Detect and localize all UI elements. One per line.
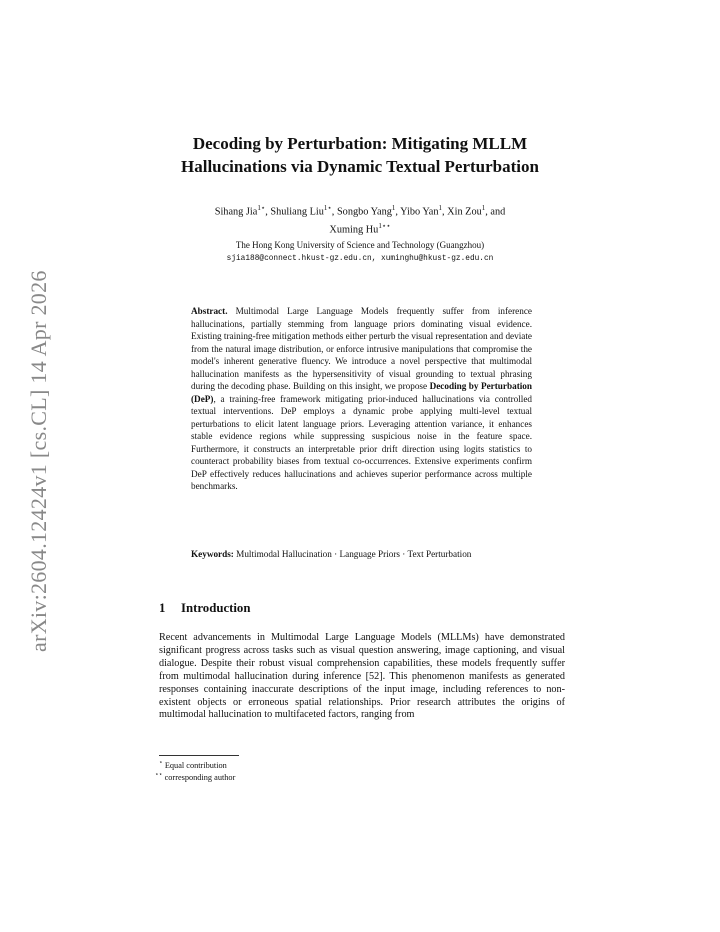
author-mark: 1⋆⋆ xyxy=(378,222,391,231)
abstract-label: Abstract. xyxy=(191,306,228,316)
author-name: Sihang Jia xyxy=(214,206,258,218)
affiliation: The Hong Kong University of Science and Technology (Guangzhou) xyxy=(235,240,485,250)
title-line-2: Hallucinations via Dynamic Textual Perturbation xyxy=(181,157,539,176)
abstract-text-1: Multimodal Large Language Models frequently suffer from inference hallucinations, partially stemming from language priors dominating visual evidence. Existing training-free mitigation methods either perturb the visual representation and deviate from the natural image distribution, or enforce intrusive manipulations that compromise the model's inherent generative fluency. We introduce a novel perspective that multimodal hallucination manifests as the hypersensitivity of visual grounding to textual phrasing during the decoding phase. Building on this insight, we propose xyxy=(191,306,533,391)
intro-paragraph: Recent advancements in Multimodal Large Language Models (MLLMs) have demonstrated significant progress across tasks such as visual question answering, image captioning, and visual dialogue. Despite their robust visual comprehension capabilities, these models frequently suffer from multimodal hallucination during inference [52]. This phenomenon manifests as generated responses containing inaccurate descriptions of the input image, including references to non-existent objects or erroneous spatial relationships. Prior research attributes the origins of multimodal hallucination to multifaceted factors, ranging from xyxy=(159,632,565,721)
author-name: Shuliang Liu xyxy=(270,206,324,218)
author-mark: 1 xyxy=(438,204,442,212)
keywords-text: Multimodal Hallucination · Language Priors · Text Perturbation xyxy=(236,549,472,559)
author-name: Yibo Yan xyxy=(400,206,439,218)
section-heading xyxy=(159,601,250,616)
footnote-1 xyxy=(159,759,227,770)
author-mark: 1⋆ xyxy=(257,204,266,212)
title-line-1: Decoding by Perturbation: Mitigating MLLM xyxy=(192,134,528,153)
paper-title xyxy=(140,132,580,178)
abstract xyxy=(191,305,532,493)
keywords-label: Keywords: xyxy=(191,549,234,559)
footnote-2-text: corresponding author xyxy=(164,772,236,782)
footnote-rule xyxy=(159,755,239,756)
author-list: Sihang Jia$^{1⋆}$, Shuliang Liu$^{1⋆}$, Songbo Yang$^1$, Yibo Yan$^1$, Xin Zou$^1$, and Xuming $Hu^{1⋆⋆}$ xyxy=(214,204,506,236)
footnote-1-text: Equal contribution xyxy=(164,760,227,770)
arxiv-identifier: arXiv:2604.12424v1 [cs.CL] 14 Apr 2026 xyxy=(26,270,51,652)
author-name: Songbo Yang xyxy=(336,206,392,218)
keywords xyxy=(191,548,532,561)
author-mark: 1⋆ xyxy=(323,204,332,212)
author-name: Xuming Hu xyxy=(329,224,379,236)
footnote-1-mark: ⋆ xyxy=(159,760,163,766)
abstract-text-2: , a training-free framework mitigating prior-induced hallucinations via controlled textual interventions. DeP employs a dynamic probe applying multi-level textual perturbations to elicit latent language priors. Leveraging attention variance, it enhances stable evidence regions while suppressing suspicious noise in the feature space. Furthermore, it constructs an interpretable prior drift direction using logits statistics to counteract probability biases from textual co-occurrences. Extensive experiments confirm DeP effectively reduces hallucinations and achieves superior performance across multiple benchmarks. xyxy=(191,393,532,491)
footnote-2-mark: ⋆⋆ xyxy=(155,772,163,778)
author-emails: sjia188@connect.hkust-gz.edu.cn, xuminghu@hkust-gz.edu.cn xyxy=(226,255,494,263)
author-name: Xin Zou xyxy=(447,206,482,218)
footnote-2 xyxy=(155,771,235,782)
section-title: Introduction xyxy=(181,601,251,615)
section-number: 1 xyxy=(159,601,166,615)
author-mark: 1 xyxy=(391,204,396,212)
author-mark: 1 xyxy=(481,204,486,212)
method-name: Decoding by Perturbation (DeP) xyxy=(191,381,533,404)
